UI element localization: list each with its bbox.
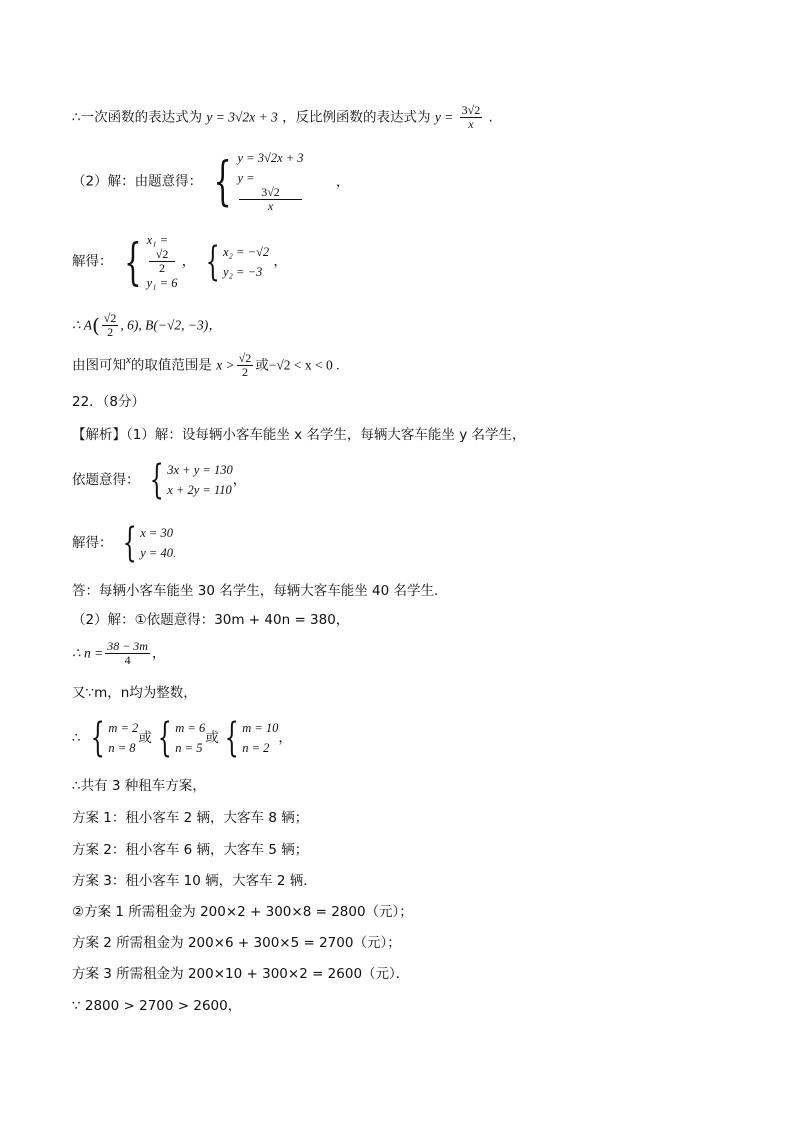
- cost-plan-2: 方案 2 所需租金为 200×6 + 300×5 = 2700（元）；: [72, 935, 401, 951]
- comma: ，: [273, 253, 287, 270]
- linear-expression: y = 3√2x + 3: [206, 109, 278, 125]
- solution-system-1: [117, 232, 178, 291]
- system-row: y = 3√2x + 3: [237, 151, 304, 165]
- points-rest: , 6), B(−√2, −3)，: [120, 317, 222, 333]
- solution-c: [219, 715, 279, 761]
- fraction-denominator: 4: [124, 653, 131, 667]
- line-equation-solution: [72, 520, 182, 566]
- system-row: x = 30: [140, 526, 173, 540]
- system-row: [237, 170, 303, 213]
- cost-comparison: ∵ 2800 > 2700 > 2600，: [72, 998, 242, 1014]
- line-range: [72, 352, 340, 379]
- system-row: y₂ = −3: [223, 264, 263, 279]
- system-row: n = 2: [242, 741, 270, 755]
- line-solutions: [72, 232, 287, 291]
- answer-line: 答：每辆小客车能坐 30 名学生，每辆大客车能坐 40 名学生．: [72, 583, 448, 599]
- cost-plan-3: 方案 3 所需租金为 200×10 + 300×2 = 2600（元）．: [72, 966, 410, 982]
- system-row: m = 10: [242, 721, 279, 735]
- system-rows: [167, 462, 232, 498]
- brace-icon: {: [123, 232, 142, 291]
- range-rest: 或−√2 < x < 0 .: [255, 357, 340, 373]
- system-rows: [223, 244, 269, 280]
- text-range-label: 由图可知: [72, 357, 126, 374]
- n-fraction: [105, 640, 150, 667]
- row-lhs: x₁ =: [146, 233, 169, 247]
- line-expressions: [72, 104, 493, 131]
- integer-condition: 又∵m，n均为整数，: [72, 685, 197, 701]
- system-rows: [140, 525, 173, 561]
- paren-open: (: [91, 313, 100, 338]
- line-integer-solutions: [72, 715, 292, 761]
- system-row: x₂ = −√2: [223, 244, 270, 259]
- line-system-setup: [72, 150, 349, 213]
- fraction-numerator: √2: [103, 311, 117, 325]
- system-rows: [175, 720, 205, 756]
- analysis-intro: 【解析】（1）解：设每辆小客车能坐 x 名学生，每辆大客车能坐 y 名学生，: [72, 427, 526, 443]
- point-a-label: ∴ A: [72, 317, 92, 333]
- comma: ，: [335, 173, 350, 190]
- solution-system: [117, 520, 173, 566]
- range-fraction: [237, 352, 254, 379]
- system-rows: [242, 720, 278, 756]
- comma: ，: [278, 730, 292, 746]
- system-rows: [147, 232, 178, 291]
- text-setup-label: 依题意得：: [72, 472, 140, 488]
- inverse-fraction: [460, 104, 483, 131]
- brace-icon: {: [149, 457, 164, 503]
- n-lhs: ∴ n =: [72, 645, 104, 661]
- question-number: 22．（8分）: [72, 394, 146, 410]
- equation-system: [206, 150, 303, 213]
- text-setup-label: （2）解：由题意得：: [72, 173, 203, 190]
- brace-icon: {: [205, 238, 220, 285]
- text-inverse-label: ，反比例函数的表达式为: [282, 109, 431, 126]
- system-row: n = 8: [108, 741, 136, 755]
- part2-setup: （2）解：①依题意得：30m + 40n = 380，: [72, 612, 350, 628]
- text-linear-label: ∴一次函数的表达式为: [72, 109, 203, 126]
- system-row: m = 6: [175, 721, 206, 735]
- brace-icon: {: [90, 715, 105, 761]
- line-equations: [72, 457, 247, 503]
- comma: ，: [181, 253, 196, 270]
- plan-count: ∴共有 3 种租车方案，: [72, 778, 206, 794]
- row-lhs: y =: [237, 171, 255, 185]
- plan-3: 方案 3：租小客车 10 辆，大客车 2 辆．: [72, 873, 317, 889]
- period: ．: [172, 550, 182, 560]
- cost-plan-1: ②方案 1 所需租金为 200×2 + 300×8 = 2800（元）；: [72, 904, 413, 920]
- row-fraction: [149, 248, 176, 275]
- system-row: y = 40: [140, 546, 173, 560]
- system-row: m = 2: [108, 721, 139, 735]
- system-rows: [108, 720, 138, 756]
- therefore-symbol: ∴: [72, 730, 81, 746]
- text-range-mid: 的取值范围是: [130, 357, 212, 374]
- or-word: 或: [138, 730, 152, 746]
- brace-icon: {: [157, 715, 172, 761]
- plan-1: 方案 1：租小客车 2 辆，大客车 8 辆；: [72, 810, 309, 826]
- range-lhs: x >: [216, 357, 235, 373]
- fraction-numerator: 3√2: [461, 103, 481, 117]
- solution-system-2: [200, 238, 270, 285]
- fraction-numerator: 38 − 3m: [107, 639, 148, 653]
- line-n-expression: [72, 640, 165, 667]
- or-word: 或: [205, 730, 219, 746]
- system-row: 3x + y = 130: [167, 463, 233, 477]
- fraction-numerator: √2: [149, 248, 176, 262]
- solution-b: [152, 715, 206, 761]
- fraction-denominator: 2: [241, 365, 248, 379]
- system-row: y₁ = 6: [146, 276, 178, 290]
- system-row: x + 2y = 110: [167, 483, 232, 497]
- fraction-numerator: √2: [238, 351, 252, 365]
- system-row: [147, 232, 178, 275]
- brace-icon: {: [224, 715, 239, 761]
- system-rows: [237, 150, 303, 213]
- fraction-denominator: 2: [107, 325, 114, 339]
- point-a-fraction: [102, 312, 119, 339]
- line-points: [72, 312, 222, 339]
- fraction-denominator: x: [267, 199, 274, 213]
- fraction-denominator: x: [468, 117, 474, 131]
- comma: ，: [151, 645, 166, 662]
- brace-icon: {: [213, 151, 233, 212]
- brace-icon: {: [122, 520, 137, 566]
- fraction-numerator: 3√2: [239, 186, 301, 200]
- text-solve-label: 解得：: [72, 253, 113, 270]
- inverse-lhs: y =: [434, 109, 454, 125]
- row-fraction: [239, 186, 301, 213]
- plan-2: 方案 2：租小客车 6 辆，大客车 5 辆；: [72, 842, 309, 858]
- solution-a: [85, 715, 139, 761]
- equation-system: [144, 457, 233, 503]
- fraction-denominator: 2: [159, 261, 166, 275]
- text-solve-label: 解得：: [72, 535, 113, 551]
- system-row: n = 5: [175, 741, 203, 755]
- period: .: [488, 109, 493, 126]
- comma: ，: [232, 472, 247, 488]
- var-x: x: [126, 354, 131, 366]
